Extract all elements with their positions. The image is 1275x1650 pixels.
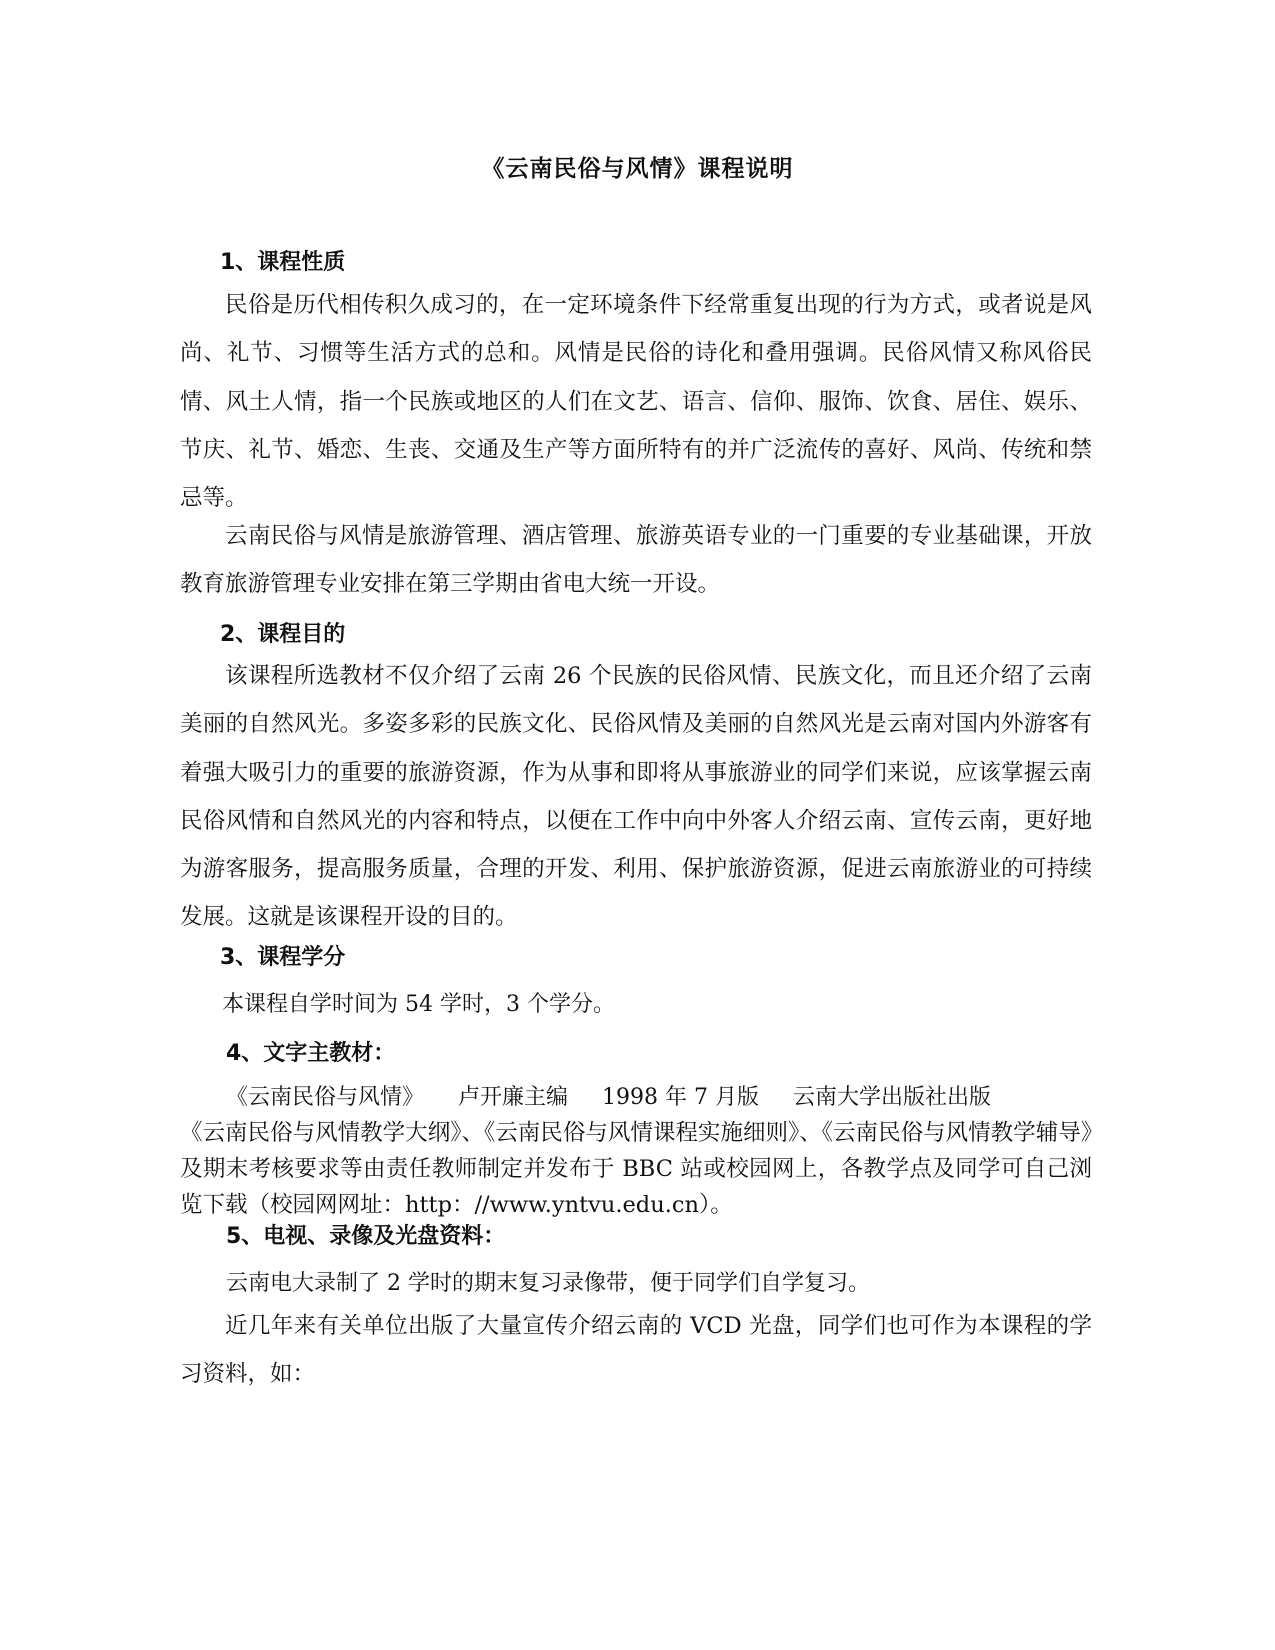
section-2-heading: 2、课程目的	[220, 622, 346, 647]
section-1-heading: 1、课程性质	[220, 250, 346, 275]
section-3-heading: 3、课程学分	[220, 945, 346, 970]
document-title: 《云南民俗与风情》课程说明	[481, 156, 794, 182]
textbook-publisher: 云南大学出版社出版	[793, 1085, 992, 1110]
textbook-title: 《云南民俗与风情》	[226, 1085, 425, 1110]
section-3-paragraph-1: 本课程自学时间为 54 学时，3 个学分。	[222, 992, 615, 1017]
section-1-paragraph-1: 民俗是历代相传积久成习的，在一定环境条件下经常重复出现的行为方式，或者说是风尚、礼节、习惯等生活方式的总和。风情是民俗的诗化和叠用强调。民俗风情又称风俗民情、风土人情，指一个民族或地区的人们在文艺、语言、信仰、服饰、饮食、居住、娱乐、节庆、礼节、婚恋、生丧、交通及生产等方面所特有的并广泛流传的喜好、风尚、传统和禁忌等。	[180, 292, 1092, 512]
section-5-heading: 5、电视、录像及光盘资料：	[226, 1224, 506, 1249]
textbook-editor: 卢开廉主编	[458, 1085, 569, 1110]
section-5-paragraph-2: 近几年来有关单位出版了大量宣传介绍云南的 VCD 光盘，同学们也可作为本课程的学习资料，如：	[180, 1313, 1092, 1388]
section-5-paragraph-1: 云南电大录制了 2 学时的期末复习录像带，便于同学们自学复习。	[226, 1271, 870, 1296]
section-1-paragraph-2: 云南民俗与风情是旅游管理、酒店管理、旅游英语专业的一门重要的专业基础课，开放教育旅游管理专业安排在第三学期由省电大统一开设。	[180, 523, 1092, 598]
section-4-paragraph-2: 《云南民俗与风情教学大纲》、《云南民俗与风情课程实施细则》、《云南民俗与风情教学辅导》及期末考核要求等由责任教师制定并发布于 BBC 站或校园网上，各教学点及同学可自己浏览下载（校园网网址：http：//www.yntvu.edu.cn）。	[180, 1120, 1092, 1218]
textbook-edition: 1998 年 7 月版	[602, 1085, 759, 1110]
section-2-paragraph-1: 该课程所选教材不仅介绍了云南 26 个民族的民俗风情、民族文化，而且还介绍了云南美丽的自然风光。多姿多彩的民族文化、民俗风情及美丽的自然风光是云南对国内外游客有着强大吸引力的重要的旅游资源，作为从事和即将从事旅游业的同学们来说，应该掌握云南民俗风情和自然风光的内容和特点，以便在工作中向中外客人介绍云南、宣传云南，更好地为游客服务，提高服务质量，合理的开发、利用、保护旅游资源，促进云南旅游业的可持续发展。这就是该课程开设的目的。	[180, 663, 1092, 931]
textbook-line	[226, 1080, 991, 1111]
section-4-heading: 4、文字主教材：	[226, 1041, 396, 1066]
